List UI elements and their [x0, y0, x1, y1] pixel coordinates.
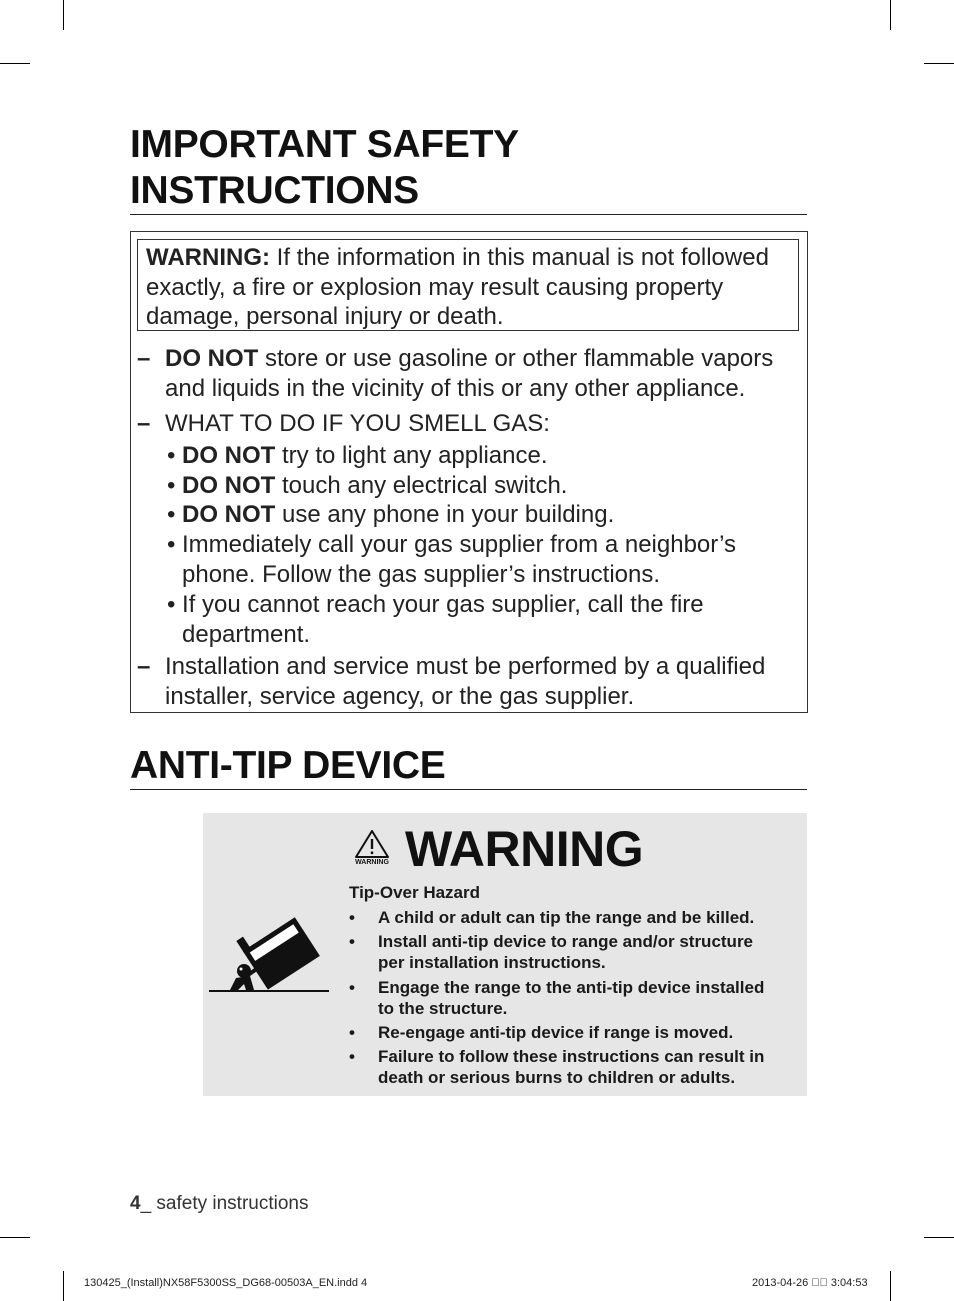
crop-mark	[890, 1271, 891, 1301]
crop-mark	[890, 0, 891, 30]
crop-mark	[63, 0, 64, 30]
crop-mark	[63, 1271, 64, 1301]
crop-mark	[0, 1237, 30, 1238]
anti-tip-warning-panel: WARNING WARNING Tip-Over Hazard • A child or adult can tip the range and be killed. • Install anti-tip device to range and/or structure per installation instructions. • Engage the range to the anti-tip device installed to the structure. • Re-engage anti-tip device if range is moved. • Failure to follow these instructions can result in death or serious burns to children or adults.	[203, 813, 807, 1096]
title-line-2: INSTRUCTIONS	[130, 169, 419, 212]
warning-label: WARNING:	[146, 244, 270, 271]
crop-mark	[0, 63, 30, 64]
page-footer	[130, 1193, 309, 1215]
crop-mark	[924, 1237, 954, 1238]
title-line-1: IMPORTANT SAFETY	[130, 123, 519, 166]
section-title: ANTI-TIP DEVICE	[130, 743, 807, 790]
safety-instructions-box: WARNING: If the information in this manual is not followed exactly, a fire or explosion may result causing property damage, personal injury or death. – DO NOT store or use gasoline or other flammable vapors and liquids in the vicinity of this or any other appliance. – WHAT TO DO IF YOU SMELL GAS: • DO NOT try to light any appliance. • DO NOT touch any electrical switch. • DO NOT use any phone in your building. • Immediately call your gas supplier from a neighbor’s phone. Follow the gas supplier’s instructions. • If you cannot reach your gas supplier, call the fire department. – Installation and service must be performed by a qualified installer, service agency, or the gas supplier.	[130, 231, 808, 713]
warning-box	[137, 239, 799, 331]
warning-triangle-icon	[350, 829, 394, 864]
warning-title: WARNING	[405, 821, 644, 877]
hazard-title: Tip-Over Hazard	[349, 883, 481, 902]
crop-mark	[924, 63, 954, 64]
page-number: 4	[130, 1193, 141, 1214]
file-name: 130425_(Install)NX58F5300SS_DG68-00503A_EN.indd 4	[84, 1277, 368, 1289]
page-title	[130, 122, 807, 215]
section-label: _ safety instructions	[140, 1193, 309, 1214]
warning-text: If the information in this manual is not followed exactly, a fire or explosion may result causing property damage, personal injury or death.	[146, 244, 769, 330]
print-timestamp: 2013-04-26 ￿￿ 3:04:53	[752, 1277, 868, 1289]
tip-over-illustration	[208, 908, 330, 1000]
warning-icon-label: WARNING	[355, 859, 389, 866]
